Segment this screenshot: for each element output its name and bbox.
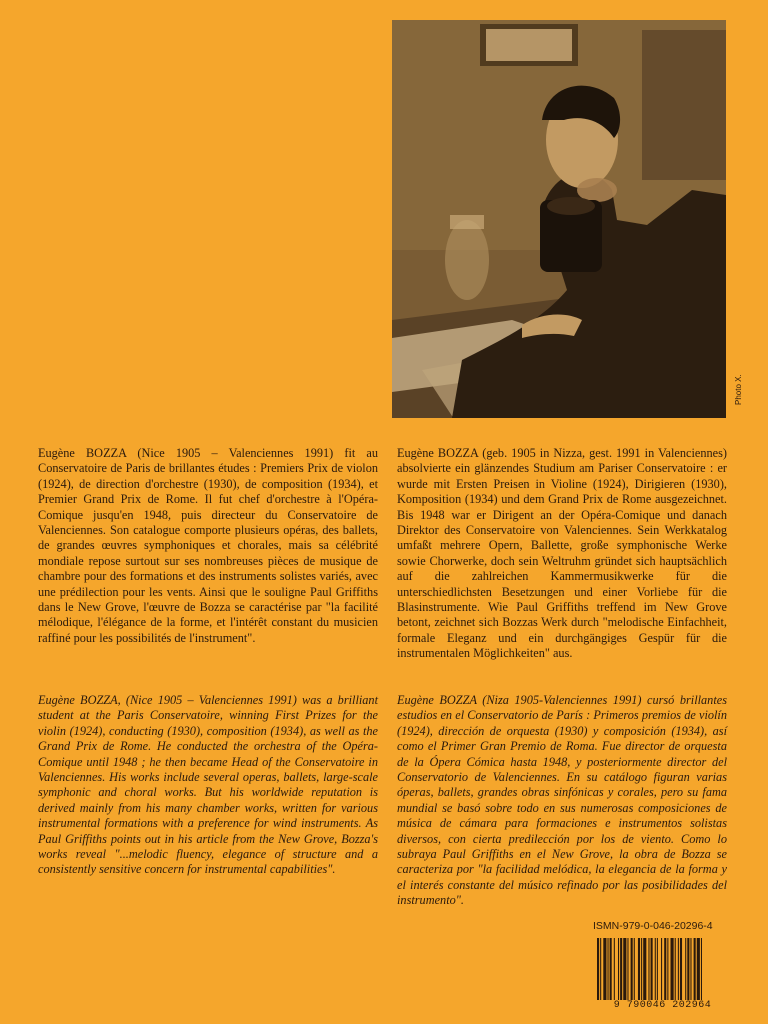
barcode — [595, 938, 730, 1014]
barcode-bars — [595, 938, 730, 1000]
photo-credit: Photo X. — [734, 374, 743, 405]
composer-photo-image — [392, 20, 726, 418]
ismn-number: ISMN-979-0-046-20296-4 — [593, 920, 713, 932]
barcode-digits: 9 790046 202964 — [613, 1000, 712, 1011]
composer-photo — [392, 20, 726, 418]
biography-french: Eugène BOZZA (Nice 1905 – Valenciennes 1991) fit au Conservatoire de Paris de brillantes études : Premiers Prix de violon (1924), de direction d'orchestre (1930), de composition (1934), et Premier Grand Prix de Rome. Il fut chef d'orchestre à l'Opéra-Comique jusqu'en 1948, puis directeur du Conservatoire de Valenciennes. Son catalogue comporte plusieurs opéras, des ballets, de grandes œuvres symphoniques et chorales, mais sa célébrité mondiale repose surtout sur ses nombreuses pièces de musique de chambre pour des formations et des instruments solistes variés, avec une prédilection pour les vents. Ainsi que le souligne Paul Griffiths dans le New Grove, l'œuvre de Bozza se caractérise par "la facilité mélodique, l'élégance de la forme, et l'intérêt constant du musicien raffiné pour les possibilités de l'instrument". — [38, 446, 378, 645]
biography-german: Eugène BOZZA (geb. 1905 in Nizza, gest. 1991 in Valenciennes) absolvierte ein glänzendes Studium am Pariser Conservatoire : er wurde mit Ersten Preisen in Violine (1924), Dirigieren (1930), Komposition (1934) und dem Grand Prix de Rome ausgezeichnet. Bis 1948 war er Dirigent an der Opéra-Comique und danach Direktor des Conservatoire von Valenciennes. Sein Werkkatalog umfaßt mehrere Opern, Ballette, große symphonische Werke sowie Chorwerke, doch sein Weltruhm gründet sich hauptsächlich auf die zahlreichen Kammermusikwerke für die unterschiedlichsten Besetzungen und einer Vorliebe für die Blasinstrumente. Wie Paul Griffiths treffend im New Grove betont, zeichnet sich Bozzas Werk durch "melodische Einfachheit, formale Eleganz und ein durchgängiges Gespür für die instrumentalen Möglichkeiten" aus. — [397, 446, 727, 661]
biography-english: Eugène BOZZA, (Nice 1905 – Valenciennes 1991) was a brilliant student at the Paris Conservatoire, winning First Prizes for the violin (1924), conducting (1930), composition (1934), as well as the Grand Prix de Rome. He conducted the orchestra of the Opéra-Comique until 1948 ; he then became Head of the Conservatoire in Valenciennes. His works include several operas, ballets, large-scale symphonic and choral works. But his worldwide reputation is derived mainly from his many chamber works, written for various instrumental formations with a preference for wind instruments. As Paul Griffiths points out in his article from the New Grove, Bozza's works reveal "...melodic fluency, elegance of structure and a consistently sensitive concern for instrumental capabilities". — [38, 693, 378, 877]
biography-spanish: Eugène BOZZA (Niza 1905-Valenciennes 1991) cursó brillantes estudios en el Conservatorio de París : Primeros premios de violín (1924), dirección de orquesta (1930) y composición (1934), así como el Primer Gran Premio de Roma. Fue director de orquesta de la Ópera Cómica hasta 1948, y posteriormente director del Conservatorio de Valenciennes. En su catálogo figuran varias óperas, ballets, grandes obras sinfónicas y corales, pero su fama mundial se basó sobre todo en sus numerosas composiciones de música de cámara para formaciones e instrumentos solistas diversos, con cierta predilección por los de viento. Como lo subraya Paul Griffiths en el New Grove, la obra de Bozza se caracteriza por "la facilidad melódica, la elegancia de la forma y el interés constante del músico refinado por las posibilidades del instrumento". — [397, 693, 727, 908]
